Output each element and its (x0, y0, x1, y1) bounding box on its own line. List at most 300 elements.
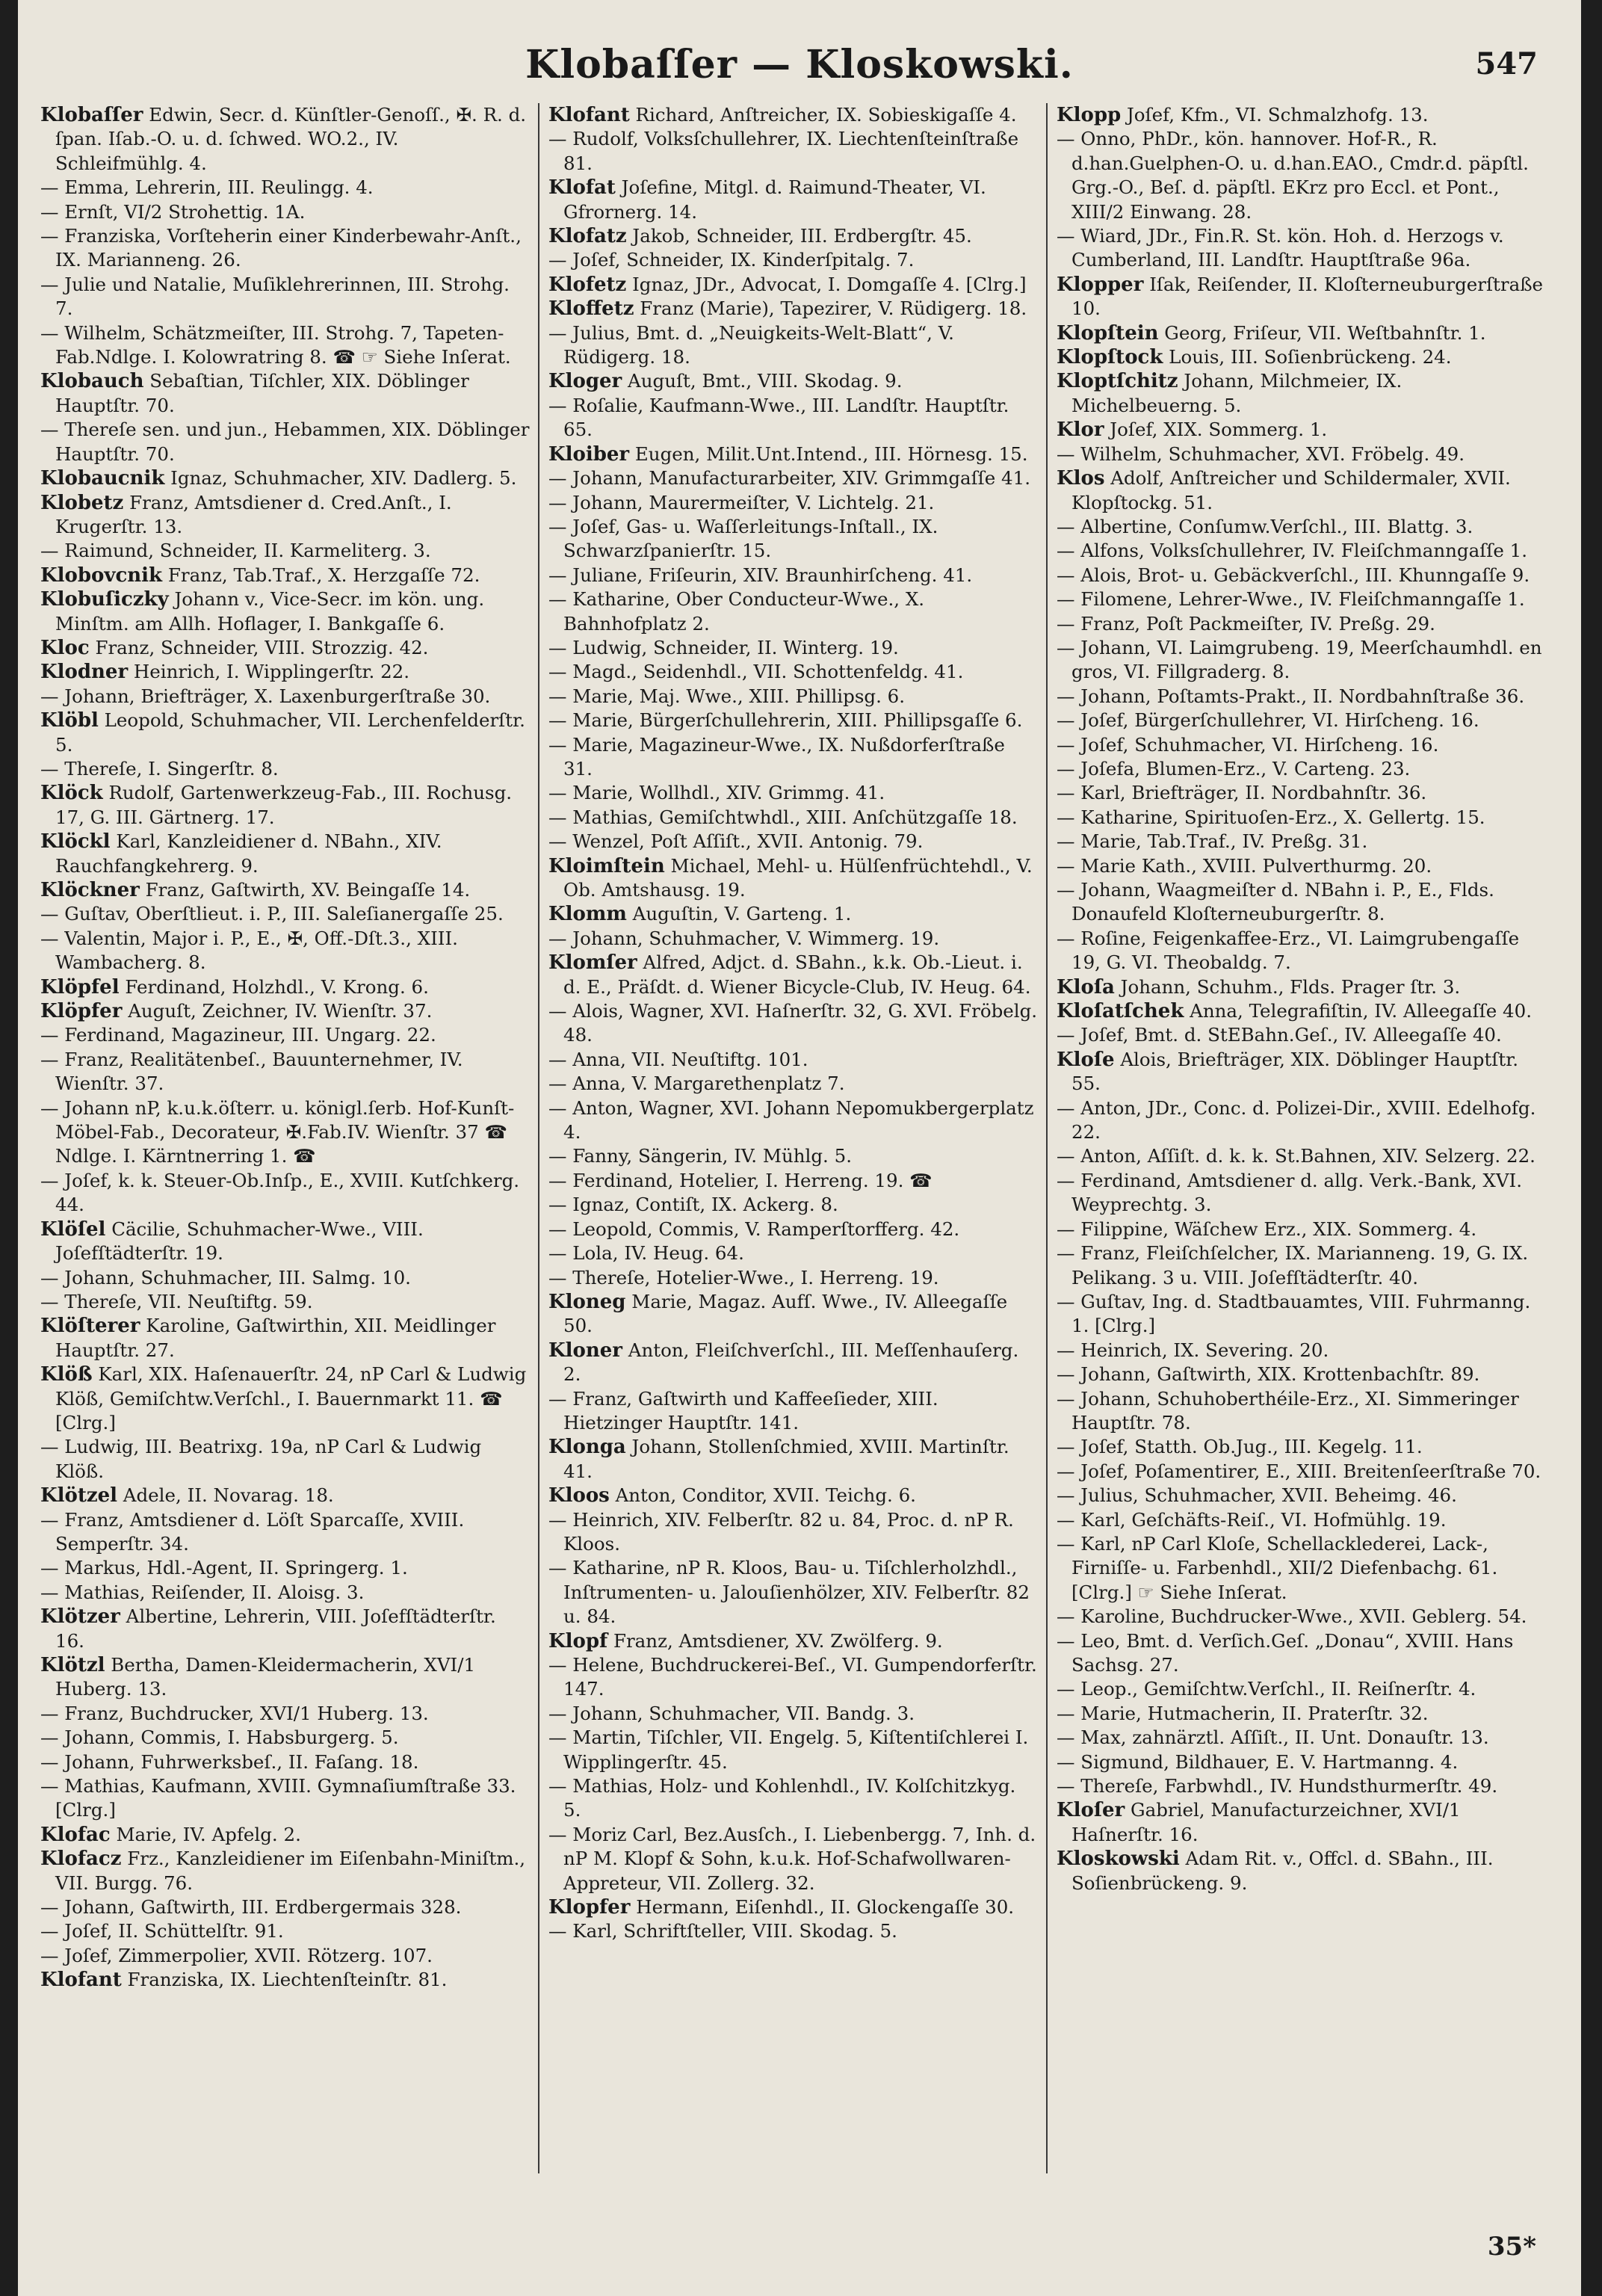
directory-entry (548, 1484, 1039, 1507)
surname-heading: Klöpfer (40, 1000, 123, 1023)
directory-entry (548, 564, 1039, 587)
directory-entry (40, 636, 531, 660)
entry-text: — Johann, Fuhrwerksbeſ., II. Faſang. 18. (40, 1750, 419, 1773)
entry-text: — Franz, Amtsdiener d. Löſt Sparcaſſe, XVIII. Semperſtr. 34. (40, 1508, 465, 1555)
directory-entry (548, 1218, 1039, 1241)
entry-text: — Alois, Wagner, XVI. Haſnerſtr. 32, G. XVI. Fröbelg. 48. (548, 1000, 1038, 1046)
entry-text: Johann, Schuhm., Flds. Prager ſtr. 3. (1114, 975, 1461, 998)
entry-text: — Alfons, Volksſchullehrer, IV. Fleiſchmanngaſſe 1. (1057, 540, 1528, 562)
directory-entry (548, 1266, 1039, 1290)
entry-text: — Anna, VII. Neuſtiftg. 101. (548, 1048, 808, 1070)
surname-heading: Klöck (40, 782, 103, 805)
entry-text: — Johann, Waagmeiſter d. NBahn i. P., E., Flds. Donaufeld Kloſterneuburgerſtr. 8. (1057, 879, 1494, 925)
directory-entry (548, 830, 1039, 854)
directory-entry (548, 224, 1039, 248)
entry-text: — Ernſt, VI/2 Strohettig. 1A. (40, 200, 306, 223)
directory-entry (1057, 612, 1548, 636)
entry-text: — Marie, Wollhdl., XIV. Grimmg. 41. (548, 782, 885, 804)
entry-text: Joſefine, Mitgl. d. Raimund-Theater, VI. Gfrornerg. 14. (563, 176, 986, 223)
entry-text: Georg, Friſeur, VII. Weſtbahnſtr. 1. (1158, 321, 1486, 344)
entry-text: — Karl, Geſchäfts-Reiſ., VI. Hofmühlg. 19. (1057, 1508, 1447, 1531)
surname-heading: Klor (1057, 419, 1104, 442)
directory-entry (1057, 757, 1548, 781)
directory-entry (40, 1895, 531, 1919)
surname-heading: Klöckl (40, 830, 111, 854)
entry-text: Karl, XIX. Haſenauerſtr. 24, nP Carl & Ludwig Klöß, Gemiſchtw.Verſchl., I. Bauernmarkt 11. ☎ [Clrg.] (55, 1363, 527, 1434)
directory-entry (40, 999, 531, 1023)
directory-columns (31, 103, 1556, 2173)
directory-entry (548, 369, 1039, 393)
directory-entry (548, 999, 1039, 1048)
entry-text: Ignaz, Schuhmacher, XIV. Dadlerg. 5. (164, 467, 517, 490)
entry-text: — Franz, Realitätenbeſ., Bauunternehmer, IV. Wienſtr. 37. (40, 1048, 463, 1095)
directory-entry (1057, 975, 1548, 999)
directory-entry (40, 1968, 531, 1992)
entry-text: Frz., Kanzleidiener im Eiſenbahn-Miniſtm., VII. Burgg. 76. (55, 1848, 526, 1894)
surname-heading: Klofat (548, 176, 616, 200)
directory-entry (1057, 515, 1548, 539)
directory-entry (40, 1726, 531, 1750)
directory-entry (1057, 273, 1548, 321)
entry-text: — Joſefa, Blumen-Erz., V. Carteng. 23. (1057, 757, 1411, 780)
entry-text: Franz, Tab.Traf., X. Herzgaſſe 72. (162, 564, 480, 586)
entry-text: — Joſef, Bürgerſchullehrer, VI. Hirſcheng. 16. (1057, 709, 1479, 732)
entry-text: — Marie, Hutmacherin, II. Praterſtr. 32. (1057, 1702, 1429, 1724)
directory-entry (40, 103, 531, 176)
entry-text: Bertha, Damen-Kleidermacherin, XVI/1 Huberg. 13. (55, 1654, 476, 1700)
entry-text: — Albertine, Conſumw.Verſchl., III. Blattg. 3. (1057, 515, 1473, 537)
directory-entry (548, 1629, 1039, 1653)
directory-entry (1057, 418, 1548, 442)
surname-heading: Klos (1057, 467, 1105, 490)
entry-text: — Sigmund, Bildhauer, E. V. Hartmanng. 4. (1057, 1750, 1459, 1773)
entry-text: — Wilhelm, Schuhmacher, XVI. Fröbelg. 49. (1057, 442, 1465, 465)
entry-text: — Ferdinand, Magazineur, III. Ungarg. 22. (40, 1024, 436, 1046)
entry-text: — Karl, Briefträger, II. Nordbahnſtr. 36. (1057, 782, 1427, 804)
entry-text: Gabriel, Manufacturzeichner, XVI/1 Haſnerſtr. 16. (1071, 1799, 1461, 1845)
entry-text: Ignaz, JDr., Advocat, I. Domgaſſe 4. [Clrg.] (626, 273, 1027, 295)
entry-text: Anna, Telegrafiſtin, IV. Alleegaſſe 40. (1184, 1000, 1532, 1022)
directory-entry (40, 176, 531, 200)
directory-entry (40, 1363, 531, 1435)
entry-text: Marie, Magaz. Aufſ. Wwe., IV. Alleegaſſe 50. (563, 1290, 1008, 1337)
entry-text: Franziska, IX. Liechtenſteinſtr. 81. (121, 1969, 448, 1991)
directory-entry (1057, 1847, 1548, 1895)
entry-text: Iſak, Reiſender, II. Kloſterneuburgerſtraße 10. (1071, 273, 1544, 320)
entry-text: — Johann, Manufacturarbeiter, XIV. Grimmgaſſe 41. (548, 467, 1031, 490)
directory-entry (548, 1072, 1039, 1096)
entry-text: Franz, Schneider, VIII. Strozzig. 42. (89, 636, 429, 658)
entry-text: — Leo, Bmt. d. Verſich.Geſ. „Donau“, XVIII. Hans Sachsg. 27. (1057, 1629, 1514, 1676)
surname-heading: Klöſel (40, 1218, 106, 1241)
directory-entry (548, 273, 1039, 297)
surname-heading: Kloc (40, 636, 90, 659)
directory-entry (1057, 1290, 1548, 1339)
directory-entry (40, 587, 531, 636)
directory-entry (1057, 1218, 1548, 1241)
surname-heading: Klomſer (548, 951, 637, 975)
entry-text: — Johann, Schuhmacher, III. Salmg. 10. (40, 1266, 411, 1289)
surname-heading: Klötzel (40, 1484, 118, 1507)
surname-heading: Klopſtock (1057, 346, 1163, 369)
directory-entry (1057, 1023, 1548, 1047)
directory-entry (548, 1508, 1039, 1557)
directory-entry (40, 830, 531, 878)
surname-heading: Klöpfel (40, 975, 120, 999)
entry-text: — Joſef, Schneider, IX. Kinderſpitalg. 7. (548, 249, 915, 271)
entry-text: Leopold, Schuhmacher, VII. Lerchenfelderſtr. 5. (55, 709, 525, 756)
directory-entry (1057, 466, 1548, 515)
directory-entry (40, 273, 531, 321)
entry-text: — Marie, Bürgerſchullehrerin, XIII. Phillipsgaſſe 6. (548, 709, 1023, 732)
entry-text: — Ludwig, Schneider, II. Winterg. 19. (548, 636, 899, 658)
directory-entry (548, 1290, 1039, 1339)
directory-entry (40, 927, 531, 975)
directory-entry (548, 1726, 1039, 1774)
directory-entry (40, 1266, 531, 1290)
directory-entry (40, 1435, 531, 1484)
directory-entry (1057, 636, 1548, 685)
directory-entry (1057, 781, 1548, 805)
surname-heading: Klötzer (40, 1605, 120, 1629)
directory-entry (548, 1241, 1039, 1265)
entry-text: — Heinrich, XIV. Felberſtr. 82 u. 84, Proc. d. nP R. Kloos. (548, 1508, 1014, 1555)
entry-text: — Joſef, Bmt. d. StEBahn.Geſ., IV. Alleegaſſe 40. (1057, 1024, 1502, 1046)
entry-text: — Heinrich, IX. Severing. 20. (1057, 1339, 1329, 1361)
surname-heading: Kloos (548, 1484, 610, 1507)
directory-entry (40, 1605, 531, 1653)
directory-entry (1057, 1750, 1548, 1774)
directory-entry (40, 1919, 531, 1943)
entry-text: Franz, Amtsdiener, XV. Zwölferg. 9. (607, 1629, 943, 1652)
entry-text: Jakob, Schneider, III. Erdbergſtr. 45. (626, 225, 972, 247)
directory-entry (548, 442, 1039, 466)
directory-page (18, 0, 1581, 2296)
entry-text: — Anton, Aſſiſt. d. k. k. St.Bahnen, XIV. Selzerg. 22. (1057, 1145, 1535, 1167)
entry-text: Johann, Milchmeier, IX. Michelbeuerng. 5. (1071, 370, 1402, 416)
entry-text: Anton, Conditor, XVII. Teichg. 6. (609, 1484, 916, 1507)
surname-heading: Klobauch (40, 370, 144, 393)
surname-heading: Klofacz (40, 1848, 122, 1871)
entry-text: — Anton, Wagner, XVI. Johann Nepomukbergerplatz 4. (548, 1096, 1034, 1144)
entry-text: — Joſef, Gas- u. Waſſerleitungs-Inſtall., IX. Schwarzſpanierſtr. 15. (548, 515, 938, 562)
entry-text: — Onno, PhDr., kön. hannover. Hof-R., R. d.han.Guelphen-O. u. d.han.EAO., Cmdr.d. päpſtl. Grg.-O., Beſ. d. päpſtl. EKrz pro Eccl. et Pont., XIII/2 Einwang. 28. (1057, 128, 1529, 223)
directory-entry (548, 660, 1039, 684)
entry-text: — Johann, Schuhoberthéile-Erz., XI. Simmeringer Hauptſtr. 78. (1057, 1387, 1519, 1434)
directory-entry (1057, 539, 1548, 563)
column-left (31, 103, 539, 2173)
directory-entry (1057, 709, 1548, 732)
page-number: 547 (1475, 46, 1538, 81)
entry-text: — Valentin, Major i. P., E., ✠, Off.-Dſt.3., XIII. Wambacherg. 8. (40, 927, 458, 974)
directory-entry (40, 369, 531, 418)
entry-text: — Joſef, Schuhmacher, VI. Hirſcheng. 16. (1057, 733, 1439, 756)
entry-text: — Markus, Hdl.-Agent, II. Springerg. 1. (40, 1557, 408, 1579)
directory-entry (1057, 1605, 1548, 1629)
entry-text: — Juliane, Friſeurin, XIV. Braunhirſcheng. 41. (548, 564, 973, 586)
directory-entry (548, 902, 1039, 926)
entry-text: — Mathias, Reiſender, II. Aloisg. 3. (40, 1581, 365, 1603)
directory-entry (1057, 733, 1548, 757)
directory-entry (548, 806, 1039, 830)
entry-text: Albertine, Lehrerin, VIII. Joſefſtädterſtr. 16. (55, 1605, 496, 1652)
entry-text: — Max, zahnärztl. Aſſiſt., II. Unt. Donauſtr. 13. (1057, 1726, 1489, 1749)
entry-text: — Filippine, Wäſchew Erz., XIX. Sommerg. 4. (1057, 1218, 1477, 1240)
entry-text: — Magd., Seidenhdl., VII. Schottenfeldg. 41. (548, 661, 964, 683)
directory-entry (1057, 1169, 1548, 1218)
surname-heading: Klodner (40, 661, 129, 684)
directory-entry (40, 1944, 531, 1968)
surname-heading: Klofant (548, 104, 630, 126)
entry-text: Auguſtin, V. Garteng. 1. (626, 903, 852, 925)
surname-heading: Klomm (548, 903, 627, 926)
entry-text: — Thereſe sen. und jun., Hebammen, XIX. Döblinger Hauptſtr. 70. (40, 419, 530, 465)
directory-entry (1057, 1677, 1548, 1701)
entry-text: — Mathias, Holz- und Kohlenhdl., IV. Kolſchitzkyg. 5. (548, 1775, 1016, 1821)
entry-text: — Moriz Carl, Bez.Ausſch., I. Liebenbergg. 7, Inh. d. nP M. Klopf & Sohn, k.u.k. Hof-Schafwollwaren-Appreteur, VII. Zollerg. 32. (548, 1823, 1036, 1894)
directory-entry (1057, 587, 1548, 611)
directory-entry (1057, 1532, 1548, 1605)
entry-text: Eugen, Milit.Unt.Intend., III. Hörnesg. 15. (629, 442, 1028, 465)
entry-text: — Fanny, Sängerin, IV. Mühlg. 5. (548, 1145, 852, 1167)
directory-entry (548, 394, 1039, 442)
entry-text: Heinrich, I. Wipplingerſtr. 22. (128, 661, 410, 683)
entry-text: Joſef, XIX. Sommerg. 1. (1104, 419, 1328, 441)
directory-entry (548, 1774, 1039, 1823)
entry-text: Michael, Mehl- u. Hülſenfrüchtehdl., V. Ob. Amtshausg. 19. (563, 854, 1033, 901)
directory-entry (40, 1581, 531, 1605)
directory-entry (40, 1023, 531, 1047)
entry-text: — Ignaz, Contiſt, IX. Ackerg. 8. (548, 1194, 838, 1216)
entry-text: — Joſef, k. k. Steuer-Ob.Inſp., E., XVIII. Kutſchkerg. 44. (40, 1169, 520, 1216)
directory-entry (40, 564, 531, 587)
entry-text: — Johann, Schuhmacher, VII. Bandg. 3. (548, 1702, 915, 1724)
entry-text: Johann, Stollenſchmied, XVIII. Martinſtr. 41. (563, 1436, 1009, 1482)
directory-entry (548, 491, 1039, 515)
entry-text: — Joſef, Statth. Ob.Jug., III. Kegelg. 11. (1057, 1436, 1423, 1458)
surname-heading: Kloſer (1057, 1799, 1125, 1822)
directory-entry (1057, 321, 1548, 345)
entry-text: — Joſef, Poſamentirer, E., XIII. Breitenſeerſtraße 70. (1057, 1460, 1541, 1482)
entry-text: — Julius, Schuhmacher, XVII. Beheimg. 46. (1057, 1484, 1457, 1507)
directory-entry (548, 1144, 1039, 1168)
entry-text: — Johann, Poſtamts-Prakt., II. Nordbahnſtraße 36. (1057, 685, 1525, 707)
surname-heading: Klofatz (548, 225, 627, 248)
directory-entry (1057, 1241, 1548, 1290)
entry-text: Edwin, Secr. d. Künſtler-Genoſſ., ✠. R. d. ſpan. Iſab.-O. u. d. ſchwed. WO.2., IV. Schleifmühlg. 4. (55, 104, 527, 174)
entry-text: — Johann nP, k.u.k.öſterr. u. königl.ſerb. Hof-Kunſt-Möbel-Fab., Decorateur, ✠.Fab.IV. Wienſtr. 37 ☎ Ndlge. I. Kärntnerring 1. ☎ (40, 1096, 515, 1167)
entry-text: — Joſef, II. Schüttelſtr. 91. (40, 1920, 284, 1942)
directory-entry (548, 297, 1039, 321)
directory-entry (548, 248, 1039, 272)
entry-text: Anton, Fleiſchverſchl., III. Meſſenhauſerg. 2. (563, 1339, 1019, 1386)
entry-text: Adolf, Anſtreicher und Schildermaler, XVII. Klopſtockg. 51. (1071, 467, 1511, 513)
entry-text: — Ferdinand, Amtsdiener d. allg. Verk.-Bank, XVI. Weyprechtg. 3. (1057, 1169, 1523, 1216)
surname-heading: Klofant (40, 1969, 122, 1992)
directory-entry (548, 733, 1039, 782)
entry-text: — Alois, Brot- u. Gebäckverſchl., III. Khunngaſſe 9. (1057, 564, 1530, 586)
directory-entry (1057, 224, 1548, 273)
directory-entry (1057, 103, 1548, 127)
surname-heading: Kloffetz (548, 297, 634, 321)
entry-text: — Thereſe, Farbwhdl., IV. Hundsthurmerſtr. 49. (1057, 1775, 1498, 1797)
directory-entry (40, 491, 531, 540)
directory-entry (40, 1218, 531, 1266)
entry-text: — Katharine, Ober Conducteur-Wwe., X. Bahnhofplatz 2. (548, 588, 925, 635)
directory-entry (548, 709, 1039, 732)
surname-heading: Klobovcnik (40, 564, 163, 587)
directory-entry (548, 1702, 1039, 1726)
directory-entry (1057, 685, 1548, 709)
directory-entry (1057, 1460, 1548, 1484)
directory-entry (548, 1895, 1039, 1919)
directory-entry (40, 1290, 531, 1314)
directory-entry (1057, 999, 1548, 1023)
entry-text: Auguſt, Zeichner, IV. Wienſtr. 37. (122, 1000, 433, 1022)
entry-text: Marie, IV. Apfelg. 2. (110, 1823, 301, 1845)
entry-text: Franz, Gaſtwirth, XV. Beingaſſe 14. (139, 879, 471, 901)
entry-text: — Mathias, Kaufmann, XVIII. Gymnaſiumſtraße 33. [Clrg.] (40, 1775, 516, 1821)
entry-text: Adam Rit. v., Offcl. d. SBahn., III. Soſienbrückeng. 9. (1071, 1848, 1494, 1894)
directory-entry (1057, 878, 1548, 927)
column-middle (539, 103, 1048, 2173)
entry-text: Richard, Anſtreicher, IX. Sobieskigaſſe 4. (629, 104, 1017, 126)
directory-entry (40, 1096, 531, 1169)
directory-entry (40, 878, 531, 902)
directory-entry (1057, 1387, 1548, 1436)
entry-text: — Ferdinand, Hotelier, I. Herreng. 19. ☎ (548, 1169, 933, 1191)
entry-text: — Marie, Tab.Traf., IV. Preßg. 31. (1057, 830, 1368, 853)
surname-heading: Klopfer (548, 1896, 631, 1919)
entry-text: — Wilhelm, Schätzmeiſter, III. Strohg. 7, Tapeten-Fab.Ndlge. I. Kolowratring 8. ☎ ☞ Siehe Inſerat. (40, 321, 511, 368)
surname-heading: Klobaſſer (40, 104, 143, 126)
entry-text: Franz (Marie), Tapezirer, V. Rüdigerg. 18. (634, 297, 1027, 320)
surname-heading: Klöſterer (40, 1315, 140, 1338)
directory-entry (40, 224, 531, 273)
directory-entry (40, 975, 531, 999)
directory-entry (1057, 369, 1548, 418)
entry-text: — Thereſe, Hotelier-Wwe., I. Herreng. 19. (548, 1266, 939, 1289)
entry-text: — Franz, Poſt Packmeiſter, IV. Preßg. 29. (1057, 612, 1435, 635)
entry-text: — Emma, Lehrerin, III. Reulingg. 4. (40, 176, 374, 199)
directory-entry (1057, 345, 1548, 369)
entry-text: — Anton, JDr., Conc. d. Polizei-Dir., XVIII. Edelhofg. 22. (1057, 1096, 1536, 1144)
directory-entry (40, 1750, 531, 1774)
surname-heading: Kloptſchitz (1057, 370, 1178, 393)
entry-text: — Wenzel, Poſt Aſſiſt., XVII. Antonig. 79. (548, 830, 924, 853)
entry-text: — Wiard, JDr., Fin.R. St. kön. Hoh. d. Herzogs v. Cumberland, III. Landſtr. Hauptſtraße 96a. (1057, 225, 1504, 271)
directory-entry (548, 781, 1039, 805)
entry-text: — Johann, VI. Laimgrubeng. 19, Meerſchaumhdl. en gros, VI. Fillgraderg. 8. (1057, 636, 1542, 683)
entry-text: — Guſtav, Oberſtlieut. i. P., III. Saleſianergaſſe 25. (40, 903, 504, 925)
entry-text: — Martin, Tiſchler, VII. Engelg. 5, Kiſtentiſchlerei I. Wipplingerſtr. 45. (548, 1726, 1029, 1773)
directory-entry (1057, 830, 1548, 854)
directory-entry (548, 321, 1039, 370)
directory-entry (548, 951, 1039, 999)
surname-heading: Kloſa (1057, 975, 1115, 999)
surname-heading: Kloſe (1057, 1048, 1115, 1071)
entry-text: — Franz, Buchdrucker, XVI/1 Huberg. 13. (40, 1702, 429, 1724)
entry-text: Rudolf, Gartenwerkzeug-Fab., III. Rochusg. 17, G. III. Gärtnerg. 17. (55, 782, 513, 828)
surname-heading: Klopper (1057, 273, 1144, 296)
directory-entry (40, 660, 531, 684)
entry-text: — Karoline, Buchdrucker-Wwe., XVII. Geblerg. 54. (1057, 1605, 1527, 1628)
entry-text: — Franziska, Vorſteherin einer Kinderbewahr-Anſt., IX. Marianneng. 26. (40, 225, 522, 271)
surname-heading: Kloskowski (1057, 1848, 1180, 1871)
directory-entry (548, 466, 1039, 490)
directory-entry (548, 515, 1039, 564)
directory-entry (1057, 1629, 1548, 1678)
directory-entry (548, 1339, 1039, 1387)
directory-entry (40, 1847, 531, 1895)
directory-entry (1057, 127, 1548, 224)
directory-entry (548, 1919, 1039, 1943)
surname-heading: Kloſatſchek (1057, 1000, 1184, 1023)
surname-heading: Kloneg (548, 1290, 626, 1313)
entry-text: — Anna, V. Margarethenplatz 7. (548, 1073, 845, 1095)
directory-entry (40, 200, 531, 224)
entry-text: — Franz, Gaſtwirth und Kaffeeſieder, XIII. Hietzinger Hauptſtr. 141. (548, 1387, 938, 1434)
entry-text: — Karl, Schriftſteller, VIII. Skodag. 5. (548, 1920, 897, 1942)
entry-text: — Lola, IV. Heug. 64. (548, 1242, 744, 1265)
entry-text: Ferdinand, Holzhdl., V. Krong. 6. (119, 975, 429, 998)
directory-entry (1057, 564, 1548, 587)
entry-text: — Helene, Buchdruckerei-Beſ., VI. Gumpendorferſtr. 147. (548, 1654, 1037, 1700)
entry-text: Alfred, Adjct. d. SBahn., k.k. Ob.-Lieut. i. d. E., Präſdt. d. Wiener Bicycle-Club, IV. Heug. 64. (563, 951, 1031, 998)
directory-entry (40, 902, 531, 926)
surname-heading: Klötzl (40, 1654, 105, 1676)
entry-text: — Katharine, Spirituoſen-Erz., X. Gellertg. 15. (1057, 806, 1485, 828)
surname-heading: Klöbl (40, 709, 99, 732)
surname-heading: Klöß (40, 1363, 93, 1386)
directory-entry (1057, 1339, 1548, 1363)
directory-entry (548, 1048, 1039, 1072)
directory-entry (1057, 1435, 1548, 1459)
directory-entry (40, 466, 531, 490)
directory-entry (40, 757, 531, 781)
entry-text: — Johann, Schuhmacher, V. Wimmerg. 19. (548, 927, 940, 949)
directory-entry (1057, 1508, 1548, 1532)
directory-entry (548, 127, 1039, 176)
entry-text: Sebaſtian, Tiſchler, XIX. Döblinger Hauptſtr. 70. (55, 370, 469, 416)
directory-entry (40, 1048, 531, 1096)
directory-entry (40, 1508, 531, 1557)
entry-text: — Marie, Magazineur-Wwe., IX. Nußdorferſtraße 31. (548, 733, 1005, 780)
entry-text: Cäcilie, Schuhmacher-Wwe., VIII. Joſefſtädterſtr. 19. (55, 1218, 424, 1265)
entry-text: Franz, Amtsdiener d. Cred.Anſt., I. Krugerſtr. 13. (55, 491, 452, 537)
entry-text: — Johann, Maurermeiſter, V. Lichtelg. 21. (548, 491, 935, 513)
sheet-signature: 35* (1487, 2232, 1536, 2262)
directory-entry (1057, 1363, 1548, 1386)
directory-entry (40, 1702, 531, 1726)
entry-text: Karl, Kanzleidiener d. NBahn., XIV. Rauchfangkehrerg. 9. (55, 830, 442, 877)
directory-entry (40, 1169, 531, 1218)
directory-entry (40, 418, 531, 466)
entry-text: — Johann, Gaſtwirth, XIX. Krottenbachſtr. 89. (1057, 1363, 1480, 1386)
entry-text: — Leop., Gemiſchtw.Verſchl., II. Reiſnerſtr. 4. (1057, 1678, 1476, 1700)
surname-heading: Klobuſiczky (40, 588, 169, 611)
directory-entry (1057, 854, 1548, 878)
directory-entry (40, 1484, 531, 1507)
entry-text: — Julie und Natalie, Muſiklehrerinnen, III. Strohg. 7. (40, 273, 510, 320)
entry-text: Johann v., Vice-Secr. im kön. ung. Minſtm. am Allh. Hoflager, I. Bankgaſſe 6. (55, 588, 485, 635)
entry-text: Louis, III. Soſienbrückeng. 24. (1163, 346, 1452, 368)
entry-text: Hermann, Eiſenhdl., II. Glockengaſſe 30. (630, 1896, 1015, 1919)
entry-text: — Roſine, Feigenkaffee-Erz., VI. Laimgrubengaſſe 19, G. VI. Theobaldg. 7. (1057, 927, 1520, 974)
entry-text: — Rudolf, Volksſchullehrer, IX. Liechtenſteinſtraße 81. (548, 128, 1019, 174)
surname-heading: Klöckner (40, 879, 140, 901)
directory-entry (548, 1556, 1039, 1629)
